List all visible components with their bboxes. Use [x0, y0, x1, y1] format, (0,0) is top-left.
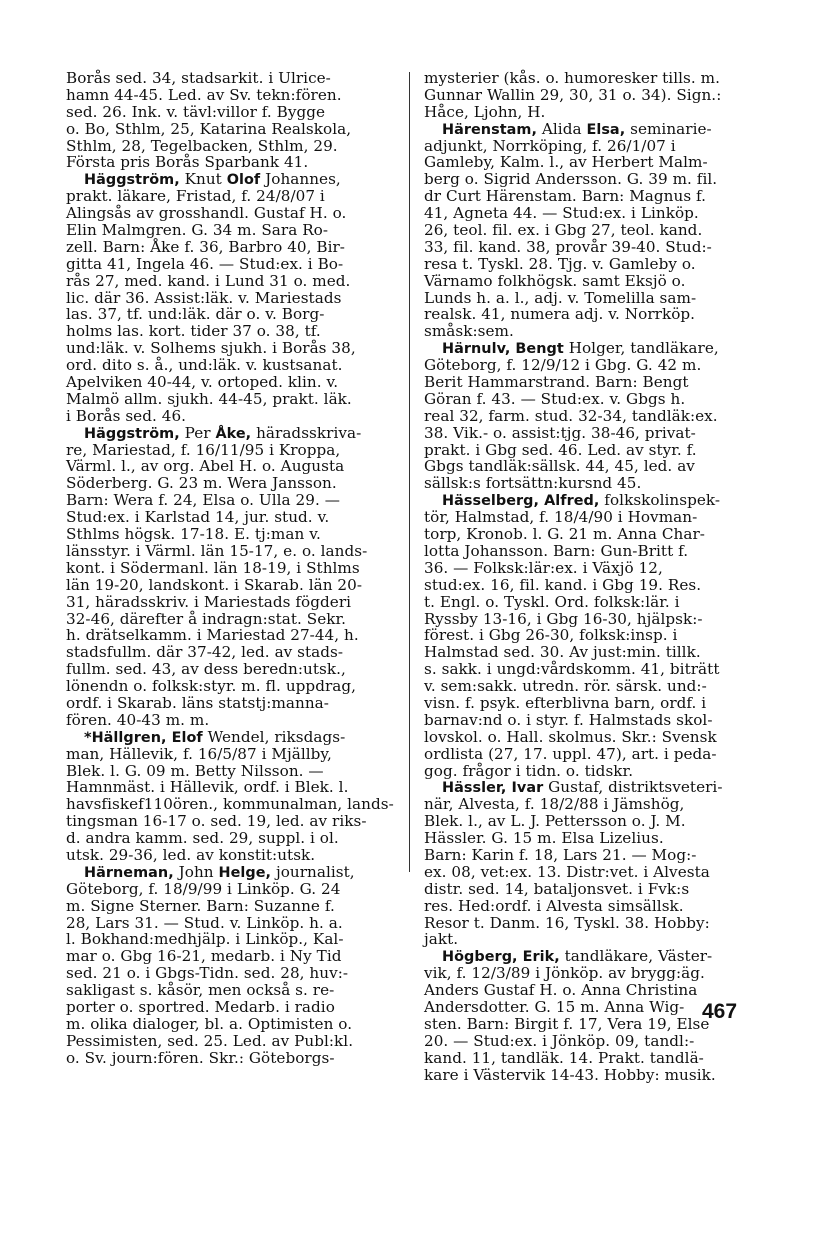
text-line [66, 644, 396, 661]
text-run: Göteborg, f. 18/9/99 i Linköp. G. 24 [66, 879, 341, 898]
text-run: berg o. Sigrid Andersson. G. 39 m. fil. [424, 170, 718, 189]
text-line [424, 594, 754, 611]
text-line [424, 340, 754, 357]
text-line [66, 915, 396, 932]
text-run: holms las. kort. tider 37 o. 38, tf. [66, 322, 321, 341]
text-line [424, 374, 754, 391]
text-line [66, 154, 396, 171]
text-run: adjunkt, Norrköping, f. 26/1/07 i [424, 136, 676, 155]
entry-name: *Hällgren, Elof [84, 729, 203, 746]
text-run: jakt. [424, 930, 459, 949]
text-run: Hamnmäst. i Hällevik, ordf. i Blek. l. [66, 778, 349, 797]
text-run: Lunds h. a. l., adj. v. Tomelilla sam- [424, 288, 697, 307]
text-line [424, 1050, 754, 1067]
text-run: fören. 40-43 m. m. [66, 710, 210, 729]
text-run: stud:ex. 16, fil. kand. i Gbg 19. Res. [424, 575, 702, 594]
column-divider [409, 72, 410, 872]
text-run: visn. f. psyk. efterblivna barn, ordf. i [424, 693, 707, 712]
text-line [424, 746, 754, 763]
text-line [424, 644, 754, 661]
text-run: man, Hällevik, f. 16/5/87 i Mjällby, [66, 744, 332, 763]
entry-name: Härenstam, [442, 121, 537, 138]
text-run: ord. dito s. å., und:läk. v. kustsanat. [66, 356, 343, 375]
text-line [66, 611, 396, 628]
text-run: o. Bo, Sthlm, 25, Katarina Realskola, [66, 119, 352, 138]
text-run: las. 37, tf. und:läk. där o. v. Borg- [66, 305, 325, 324]
text-run: real 32, farm. stud. 32-34, tandläk:ex. [424, 406, 718, 425]
text-run: Göteborg, f. 12/9/12 i Gbg. G. 42 m. [424, 356, 702, 375]
text-line [66, 492, 396, 509]
text-run: Värml. l., av org. Abel H. o. Augusta [66, 457, 345, 476]
text-line [424, 1033, 754, 1050]
text-line [424, 290, 754, 307]
text-run: gog. frågor i tidn. o. tidskr. [424, 761, 634, 780]
text-line [66, 273, 396, 290]
text-run: fullm. sed. 43, av dess beredn:utsk., [66, 660, 346, 679]
text-run: m. Signe Sterner. Barn: Suzanne f. [66, 896, 335, 915]
text-line [66, 1016, 396, 1033]
entry-name: Härnulv, Bengt [442, 341, 564, 358]
text-line [424, 306, 754, 323]
text-line [424, 408, 754, 425]
text-run: 41, Agneta 44. — Stud:ex. i Linköp. [424, 204, 699, 223]
text-line [66, 577, 396, 594]
text-run: seminarie- [625, 119, 712, 138]
text-line [66, 1050, 396, 1067]
text-line [424, 729, 754, 746]
text-run: Ryssby 13-16, i Gbg 16-30, hjälpsk:- [424, 609, 703, 628]
text-line [424, 256, 754, 273]
text-line [66, 70, 396, 87]
text-line [424, 931, 754, 948]
text-run: Gbgs tandläk:sällsk. 44, 45, led. av [424, 457, 695, 476]
text-line [424, 205, 754, 222]
right-column [424, 70, 754, 1083]
text-line [66, 256, 396, 273]
text-line [424, 509, 754, 526]
text-run: Gunnar Wallin 29, 30, 31 o. 34). Sign.: [424, 85, 722, 104]
text-line [66, 881, 396, 898]
text-run: vik, f. 12/3/89 i Jönköp. av brygg:äg. [424, 964, 705, 983]
text-line [66, 695, 396, 712]
text-run: s. sakk. i ungd:vårdskomm. 41, biträtt [424, 660, 720, 679]
text-line [424, 121, 754, 138]
text-line [66, 458, 396, 475]
text-run: när, Alvesta, f. 18/2/88 i Jämshög, [424, 795, 685, 814]
text-run: re, Mariestad, f. 16/11/95 i Kroppa, [66, 440, 341, 459]
text-run: folkskolinspek- [599, 491, 721, 510]
text-run: Värnamo folkhögsk. samt Eksjö o. [424, 271, 686, 290]
text-run: d. andra kamm. sed. 29, suppl. i ol. [66, 829, 339, 848]
text-run: realsk. 41, numera adj. v. Norrköp. [424, 305, 696, 324]
text-run: lönendn o. folksk:styr. m. fl. uppdrag, [66, 677, 357, 696]
text-run: distr. sed. 14, bataljonsvet. i Fvk:s [424, 879, 690, 898]
text-run: Alida [536, 119, 587, 138]
text-line [424, 982, 754, 999]
text-run: Stud:ex. i Karlstad 14, jur. stud. v. [66, 508, 330, 527]
text-line [424, 915, 754, 932]
text-line [66, 627, 396, 644]
text-run: häradsskriva- [251, 423, 362, 442]
entry-name: Högberg, Erik, [442, 949, 560, 966]
text-line [424, 796, 754, 813]
text-line [424, 712, 754, 729]
text-run: gitta 41, Ingela 46. — Stud:ex. i Bo- [66, 254, 344, 273]
text-line [66, 442, 396, 459]
text-line [66, 864, 396, 881]
entry-name: Hässelberg, Alfred, [442, 493, 600, 510]
text-run: tandläkare, Väster- [559, 947, 713, 966]
text-run: tör, Halmstad, f. 18/4/90 i Hovman- [424, 508, 698, 527]
text-line [66, 982, 396, 999]
text-line [424, 661, 754, 678]
text-run: torp, Kronob. l. G. 21 m. Anna Char- [424, 525, 705, 544]
text-line [424, 273, 754, 290]
text-run: Söderberg. G. 23 m. Wera Jansson. [66, 474, 337, 493]
text-run: Knut [179, 170, 227, 189]
text-line [66, 222, 396, 239]
text-line [424, 898, 754, 915]
text-run: porter o. sportred. Medarb. i radio [66, 997, 335, 1016]
text-run: län 19-20, landskont. i Skarab. län 20- [66, 575, 363, 594]
text-run: zell. Barn: Åke f. 36, Barbro 40, Bir- [66, 237, 345, 256]
text-run: Gustaf, distriktsveteri- [543, 778, 723, 797]
text-run: l. Bokhand:medhjälp. i Linköp., Kal- [66, 930, 344, 949]
text-line [424, 1067, 754, 1084]
text-run: rås 27, med. kand. i Lund 31 o. med. [66, 271, 351, 290]
text-line [424, 188, 754, 205]
text-run: barnav:nd o. i styr. f. Halmstads skol- [424, 710, 713, 729]
text-line [66, 543, 396, 560]
text-run: hamn 44-45. Led. av Sv. tekn:fören. [66, 85, 342, 104]
text-line [424, 171, 754, 188]
text-line [424, 442, 754, 459]
entry-name: Härneman, [84, 864, 174, 881]
text-run: Halmstad sed. 30. Av just:min. tillk. [424, 643, 701, 662]
text-run: Wendel, riksdags- [202, 727, 346, 746]
text-line [66, 87, 396, 104]
text-run: Elin Malmgren. G. 34 m. Sara Ro- [66, 221, 329, 240]
text-run: Göran f. 43. — Stud:ex. v. Gbgs h. [424, 389, 686, 408]
text-run: Malmö allm. sjukh. 44-45, prakt. läk. [66, 389, 352, 408]
text-line [66, 408, 396, 425]
text-line [66, 830, 396, 847]
text-line [424, 425, 754, 442]
text-run: havsfiskef110ören., kommunalman, lands- [66, 795, 394, 814]
text-run: länsstyr. i Värml. län 15-17, e. o. lands- [66, 541, 368, 560]
text-line [424, 526, 754, 543]
text-run: lotta Johansson. Barn: Gun-Britt f. [424, 541, 689, 560]
entry-name: Häggström, [84, 172, 180, 189]
text-run: journalist, [271, 862, 355, 881]
page-number: 467 [702, 1000, 738, 1023]
text-line [66, 138, 396, 155]
text-line [424, 678, 754, 695]
text-line [424, 763, 754, 780]
text-run: 26, teol. fil. ex. i Gbg 27, teol. kand. [424, 221, 703, 240]
text-run: 36. — Folksk:lär:ex. i Växjö 12, [424, 558, 663, 577]
left-column [66, 70, 396, 1067]
text-run: Barn: Wera f. 24, Elsa o. Ulla 29. — [66, 491, 340, 510]
text-run: förest. i Gbg 26-30, folksk:insp. i [424, 626, 678, 645]
text-run: John [173, 862, 219, 881]
text-line [66, 712, 396, 729]
text-line [66, 239, 396, 256]
text-run: Resor t. Danm. 16, Tyskl. 38. Hobby: [424, 913, 710, 932]
text-line [424, 458, 754, 475]
text-line [66, 948, 396, 965]
text-line [424, 948, 754, 965]
text-line [424, 222, 754, 239]
text-line [66, 678, 396, 695]
text-line [66, 340, 396, 357]
text-line [424, 87, 754, 104]
text-line [66, 746, 396, 763]
text-line [424, 391, 754, 408]
text-line [424, 813, 754, 830]
text-line [66, 205, 396, 222]
text-run: Pessimisten, sed. 25. Led. av Publ:kl. [66, 1031, 354, 1050]
text-line [424, 577, 754, 594]
text-run: ordf. i Skarab. läns statstj:manna- [66, 693, 329, 712]
entry-name: Hässler, Ivar [442, 780, 544, 797]
text-line [66, 391, 396, 408]
text-line [424, 779, 754, 796]
text-run: 38. Vik.- o. assist:tjg. 38-46, privat- [424, 423, 696, 442]
text-run: lic. där 36. Assist:läk. v. Mariestads [66, 288, 342, 307]
text-run: o. Sv. journ:fören. Skr.: Göteborgs- [66, 1048, 335, 1067]
text-run: kare i Västervik 14-43. Hobby: musik. [424, 1065, 716, 1084]
text-line [66, 763, 396, 780]
text-line [424, 492, 754, 509]
text-run: Holger, tandläkare, [563, 339, 719, 358]
text-line [424, 965, 754, 982]
text-line [66, 999, 396, 1016]
entry-name: Helge, [218, 864, 272, 881]
text-line [66, 526, 396, 543]
text-run: Andersdotter. G. 15 m. Anna Wig- [424, 997, 685, 1016]
text-line [424, 560, 754, 577]
text-run: tingsman 16-17 o. sed. 19, led. av riks- [66, 812, 367, 831]
text-run: utsk. 29-36, led. av konstit:utsk. [66, 845, 316, 864]
text-run: Johannes, [260, 170, 341, 189]
text-run: stadsfullm. där 37-42, led. av stads- [66, 643, 344, 662]
text-run: Berit Hammarstrand. Barn: Bengt [424, 373, 689, 392]
text-run: h. drätselkamm. i Mariestad 27-44, h. [66, 626, 359, 645]
text-run: 33, fil. kand. 38, provår 39-40. Stud:- [424, 237, 712, 256]
text-line [424, 830, 754, 847]
text-run: Barn: Karin f. 18, Lars 21. — Mog:- [424, 845, 697, 864]
text-run: mysterier (kås. o. humoresker tills. m. [424, 69, 720, 87]
text-run: Gamleby, Kalm. l., av Herbert Malm- [424, 153, 708, 172]
text-line [424, 881, 754, 898]
text-run: Hässler. G. 15 m. Elsa Lizelius. [424, 829, 664, 848]
text-line [66, 475, 396, 492]
text-run: Anders Gustaf H. o. Anna Christina [424, 981, 698, 1000]
text-run: Blek. l., av L. J. Pettersson o. J. M. [424, 812, 686, 831]
text-run: Alingsås av grosshandl. Gustaf H. o. [66, 204, 347, 223]
text-run: ex. 08, vet:ex. 13. Distr:vet. i Alvesta [424, 862, 710, 881]
text-run: 32-46, därefter å indragn:stat. Sekr. [66, 609, 347, 628]
text-line [424, 475, 754, 492]
text-line [66, 847, 396, 864]
text-run: Håce, Ljohn, H. [424, 102, 546, 121]
text-line [66, 931, 396, 948]
text-run: res. Hed:ordf. i Alvesta simsällsk. [424, 896, 684, 915]
text-run: i Borås sed. 46. [66, 406, 187, 425]
text-line [424, 104, 754, 121]
text-line [66, 104, 396, 121]
text-line [424, 357, 754, 374]
text-line [66, 898, 396, 915]
text-run: Borås sed. 34, stadsarkit. i Ulrice- [66, 69, 331, 87]
text-run: und:läk. v. Solhems sjukh. i Borås 38, [66, 339, 356, 358]
text-line [66, 323, 396, 340]
entry-name: Åke, [215, 425, 252, 442]
text-line [66, 729, 396, 746]
text-run: sed. 21 o. i Gbgs-Tidn. sed. 28, huv:- [66, 964, 349, 983]
text-line [66, 290, 396, 307]
text-line [66, 171, 396, 188]
text-line [66, 425, 396, 442]
entry-name: Olof [226, 172, 261, 189]
text-line [66, 779, 396, 796]
text-run: m. olika dialoger, bl. a. Optimisten o. [66, 1014, 353, 1033]
text-line [424, 611, 754, 628]
text-run: mar o. Gbg 16-21, medarb. i Ny Tid [66, 947, 342, 966]
text-line [424, 695, 754, 712]
text-run: sakligast s. kåsör, men också s. re- [66, 981, 335, 1000]
text-run: Första pris Borås Sparbank 41. [66, 153, 309, 172]
text-line [424, 323, 754, 340]
text-run: dr Curt Härenstam. Barn: Magnus f. [424, 187, 707, 206]
text-line [66, 121, 396, 138]
text-run: kand. 11, tandläk. 14. Prakt. tandlä- [424, 1048, 704, 1067]
text-line [424, 627, 754, 644]
text-line [66, 965, 396, 982]
text-line [66, 796, 396, 813]
text-run: ordlista (27, 17. uppl. 47), art. i peda- [424, 744, 717, 763]
text-line [424, 70, 754, 87]
text-run: v. sem:sakk. utredn. rör. särsk. und:- [424, 677, 707, 696]
text-line [424, 138, 754, 155]
text-run: resa t. Tyskl. 28. Tjg. v. Gamleby o. [424, 254, 696, 273]
text-run: kont. i Södermanl. län 18-19, i Sthlms [66, 558, 360, 577]
text-line [66, 509, 396, 526]
text-line [66, 357, 396, 374]
text-line [424, 239, 754, 256]
text-line [66, 661, 396, 678]
text-run: sällsk:s fortsättn:kursnd 45. [424, 474, 642, 493]
text-run: 31, häradsskriv. i Mariestads fögderi [66, 592, 352, 611]
text-run: 20. — Stud:ex. i Jönköp. 09, tandl:- [424, 1031, 695, 1050]
text-line [66, 188, 396, 205]
text-run: Sthlm, 28, Tegelbacken, Sthlm, 29. [66, 136, 338, 155]
text-run: Apelviken 40-44, v. ortoped. klin. v. [66, 373, 339, 392]
text-run: sten. Barn: Birgit f. 17, Vera 19, Else [424, 1014, 710, 1033]
text-run: lovskol. o. Hall. skolmus. Skr.: Svensk [424, 727, 717, 746]
text-run: prakt. i Gbg sed. 46. Led. av styr. f. [424, 440, 697, 459]
text-run: Per [179, 423, 216, 442]
text-line [424, 847, 754, 864]
text-line [66, 594, 396, 611]
text-run: Sthlms högsk. 17-18. E. tj:man v. [66, 525, 321, 544]
text-line [66, 1033, 396, 1050]
text-line [66, 813, 396, 830]
text-line [424, 543, 754, 560]
text-run: prakt. läkare, Fristad, f. 24/8/07 i [66, 187, 325, 206]
text-run: Blek. l. G. 09 m. Betty Nilsson. — [66, 761, 324, 780]
text-run: sed. 26. Ink. v. tävl:villor f. Bygge [66, 102, 326, 121]
text-line [424, 154, 754, 171]
text-run: 28, Lars 31. — Stud. v. Linköp. h. a. [66, 913, 343, 932]
entry-name: Elsa, [586, 121, 626, 138]
text-line [66, 306, 396, 323]
text-line [424, 864, 754, 881]
entry-name: Häggström, [84, 425, 180, 442]
text-line [66, 560, 396, 577]
text-run: t. Engl. o. Tyskl. Ord. folksk:lär. i [424, 592, 680, 611]
text-line [66, 374, 396, 391]
text-run: småsk:sem. [424, 322, 514, 341]
